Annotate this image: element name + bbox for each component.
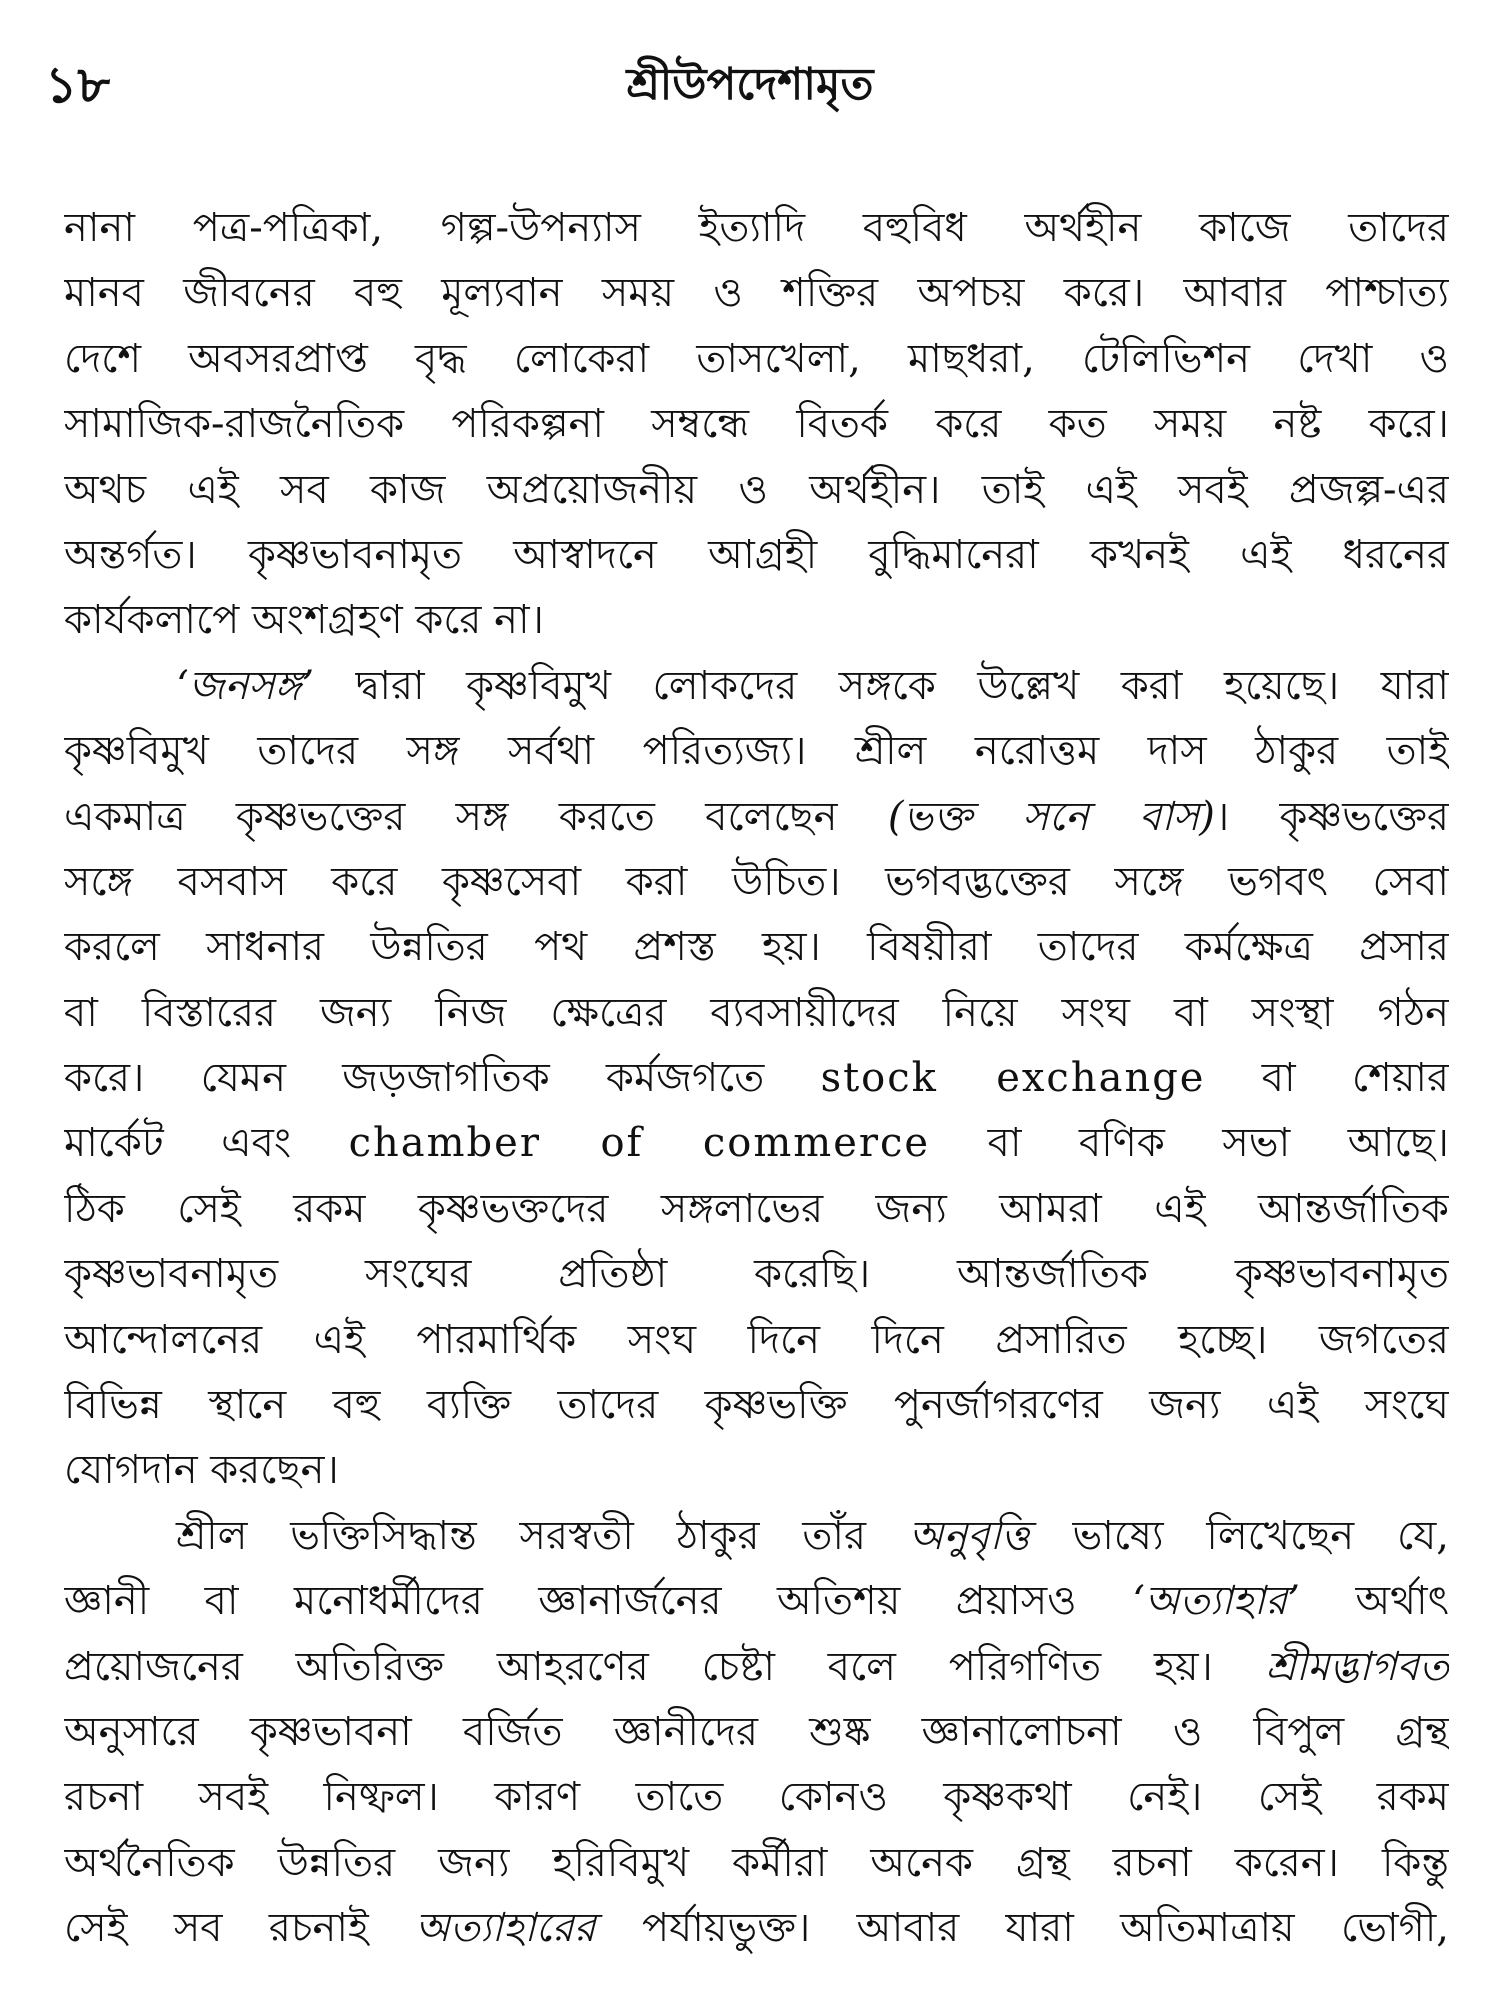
text-line [64, 850, 1449, 915]
running-title: শ্রীউপদেশামৃত [626, 59, 874, 110]
text-line [64, 785, 1449, 850]
text-line [64, 1504, 1449, 1569]
text-line [64, 981, 1449, 1046]
text-line [64, 719, 1449, 784]
text-segment: সেই সব রচনাই [64, 1905, 416, 1952]
text-segment: সামাজিক-রাজনৈতিক পরিকল্পনা সম্বন্ধে বিতর্ক করে কত সময় নষ্ট করে। [64, 401, 1449, 448]
text-line [64, 392, 1449, 457]
text-segment: একমাত্র কৃষ্ণভক্তের সঙ্গ করতে বলেছেন [64, 793, 888, 840]
text-segment: অর্থনৈতিক উন্নতির জন্য হরিবিমুখ কর্মীরা অনেক গ্রন্থ রচনা করেন। কিন্তু [64, 1839, 1449, 1886]
emphasized-text: শ্রীমদ্ভাগবত [1265, 1643, 1449, 1690]
text-segment: মার্কেট এবং [64, 1120, 349, 1167]
text-segment: সঙ্গে বসবাস করে কৃষ্ণসেবা করা উচিত। ভগবদ্ভক্তের সঙ্গে ভগবৎ সেবা [64, 858, 1449, 905]
text-segment: যোগদান করছেন। [64, 1447, 339, 1494]
text-line [64, 1635, 1449, 1700]
text-segment: শ্রীল ভক্তিসিদ্ধান্ত সরস্বতী ঠাকুর তাঁর [176, 1512, 909, 1559]
text-line [64, 261, 1449, 326]
text-segment: অথচ এই সব কাজ অপ্রয়োজনীয় ও অর্থহীন। তাই এই সবই প্রজল্প-এর [64, 466, 1449, 513]
text-segment: অন্তর্গত। কৃষ্ণভাবনামৃত আস্বাদনে আগ্রহী বুদ্ধিমানেরা কখনই এই ধরনের [64, 531, 1449, 578]
text-segment: রচনা সবই নিষ্ফল। কারণ তাতে কোনও কৃষ্ণকথা নেই। সেই রকম [64, 1774, 1449, 1821]
text-segment: । কৃষ্ণভক্তের [1214, 793, 1449, 840]
text-line [64, 1700, 1449, 1765]
text-line [64, 915, 1449, 980]
text-segment: বা বণিক সভা আছে। [930, 1120, 1449, 1167]
text-line [64, 1438, 1449, 1503]
paragraph [64, 1504, 1449, 1962]
text-segment: নানা পত্র-পত্রিকা, গল্প-উপন্যাস ইত্যাদি বহুবিধ অর্থহীন কাজে তাদের [64, 205, 1449, 251]
text-segment: ভাষ্যে লিখেছেন যে, [1029, 1512, 1449, 1559]
text-segment: অর্থাৎ [1300, 1578, 1449, 1625]
text-segment: পর্যায়ভুক্ত। আবার যারা অতিমাত্রায় ভোগী, [595, 1905, 1449, 1952]
text-segment: করে। যেমন জড়জাগতিক কর্মজগতে [64, 1055, 821, 1102]
paragraph [64, 196, 1449, 654]
text-line [64, 1831, 1449, 1896]
text-segment: বা শেয়ার [1205, 1055, 1449, 1102]
paragraph [64, 654, 1449, 1504]
english-term: stock exchange [820, 1055, 1206, 1102]
text-segment: কার্যকলাপে অংশগ্রহণ করে না। [64, 597, 544, 644]
text-line [64, 654, 1449, 719]
text-segment: বিভিন্ন স্থানে বহু ব্যক্তি তাদের কৃষ্ণভক্তি পুনর্জাগরণের জন্য এই সংঘে [64, 1382, 1449, 1429]
emphasized-text: ‘জনসঙ্গ’ [176, 662, 315, 709]
text-line [64, 1177, 1449, 1242]
text-line [64, 1308, 1449, 1373]
text-line [64, 588, 1449, 653]
text-segment: জ্ঞানী বা মনোধর্মীদের জ্ঞানার্জনের অতিশয় প্রয়াসও [64, 1578, 1133, 1625]
text-segment: ঠিক সেই রকম কৃষ্ণভক্তদের সঙ্গলাভের জন্য আমরা এই আন্তর্জাতিক [64, 1185, 1449, 1232]
text-line [64, 1765, 1449, 1830]
text-segment: কৃষ্ণবিমুখ তাদের সঙ্গ সর্বথা পরিত্যজ্য। শ্রীল নরোত্তম দাস ঠাকুর তাই [64, 728, 1449, 775]
text-line [64, 1111, 1449, 1176]
text-line [64, 1569, 1449, 1634]
text-line [64, 458, 1449, 523]
text-line [64, 1242, 1449, 1307]
text-segment: দেশে অবসরপ্রাপ্ত বৃদ্ধ লোকেরা তাসখেলা, মাছধরা, টেলিভিশন দেখা ও [64, 335, 1449, 382]
body-text [64, 196, 1449, 1962]
text-segment: দ্বারা কৃষ্ণবিমুখ লোকদের সঙ্গকে উল্লেখ করা হয়েছে। যারা [314, 662, 1449, 709]
emphasized-text: অত্যাহারের [415, 1905, 596, 1952]
text-segment: কৃষ্ণভাবনামৃত সংঘের প্রতিষ্ঠা করেছি। আন্তর্জাতিক কৃষ্ণভাবনামৃত [64, 1251, 1449, 1298]
page-header [0, 50, 1500, 120]
text-segment: করলে সাধনার উন্নতির পথ প্রশস্ত হয়। বিষয়ীরা তাদের কর্মক্ষেত্র প্রসার [64, 924, 1449, 971]
text-segment: আন্দোলনের এই পারমার্থিক সংঘ দিনে দিনে প্রসারিত হচ্ছে। জগতের [64, 1316, 1449, 1363]
text-line [64, 1046, 1449, 1111]
emphasized-text: (ভক্ত সনে বাস) [887, 793, 1215, 840]
text-segment: মানব জীবনের বহু মূল্যবান সময় ও শক্তির অপচয় করে। আবার পাশ্চাত্য [64, 270, 1449, 317]
page-number: ১৮ [45, 55, 110, 114]
text-line [64, 196, 1449, 261]
emphasized-text: ‘অত্যাহার’ [1132, 1578, 1300, 1625]
emphasized-text: অনুবৃত্তি [908, 1512, 1030, 1559]
text-line [64, 523, 1449, 588]
text-line [64, 327, 1449, 392]
text-segment: অনুসারে কৃষ্ণভাবনা বর্জিত জ্ঞানীদের শুষ্ক জ্ঞানালোচনা ও বিপুল গ্রন্থ [64, 1708, 1449, 1755]
text-line [64, 1896, 1449, 1961]
english-term: chamber of commerce [348, 1120, 931, 1167]
text-segment: বা বিস্তারের জন্য নিজ ক্ষেত্রের ব্যবসায়ীদের নিয়ে সংঘ বা সংস্থা গঠন [64, 989, 1449, 1036]
text-line [64, 1373, 1449, 1438]
text-segment: প্রয়োজনের অতিরিক্ত আহরণের চেষ্টা বলে পরিগণিত হয়। [64, 1643, 1266, 1690]
